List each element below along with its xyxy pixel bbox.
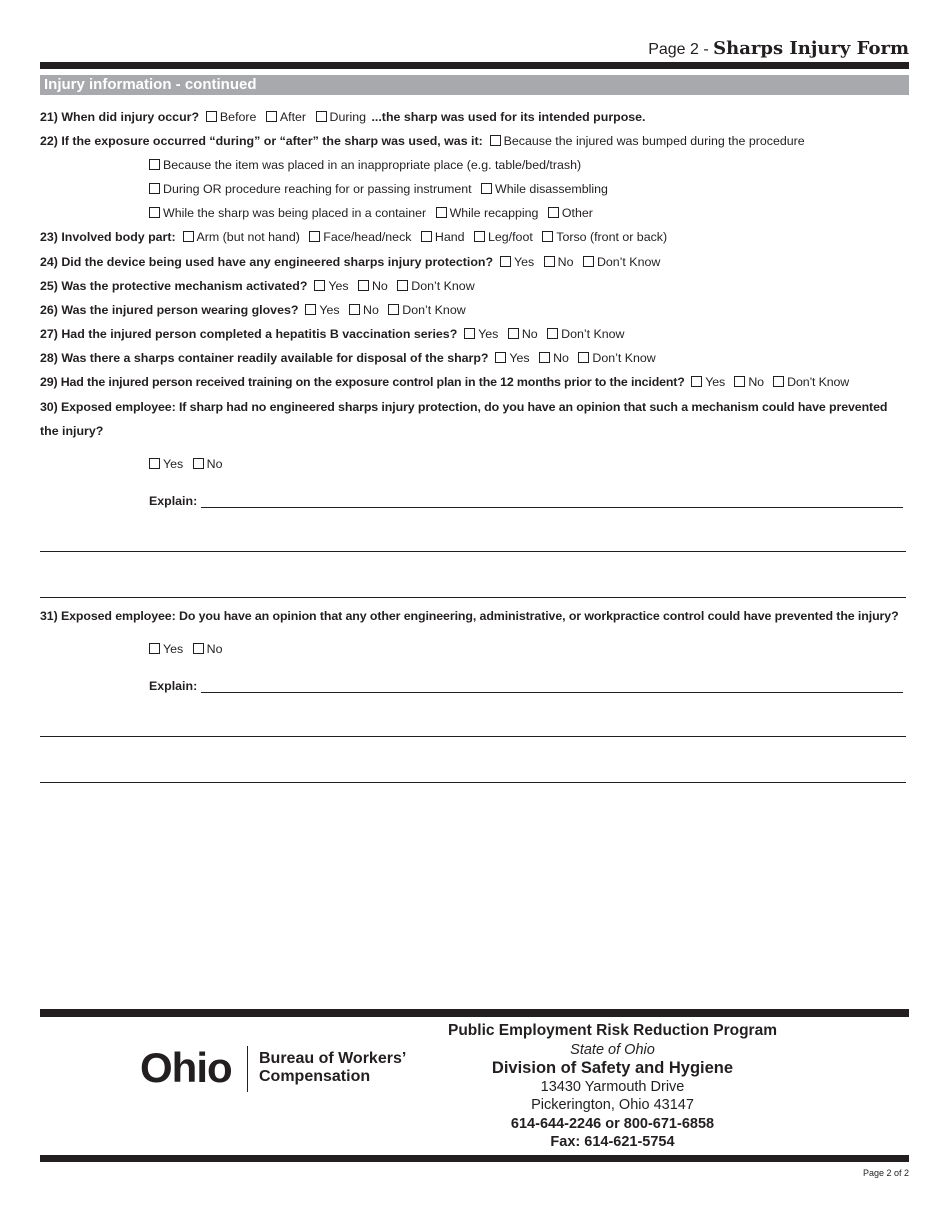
page-prefix: Page 2 -: [648, 41, 714, 58]
q31-yes-option[interactable]: Yes: [149, 641, 183, 657]
question-30-label-line1: 30) Exposed employee: If sharp had no engineered sharps injury protection, do you have an opinion that such a mechanism could have prevented: [40, 400, 888, 414]
q26-yes-option[interactable]: Yes: [305, 302, 339, 318]
ohio-logo: Ohio: [140, 1044, 232, 1091]
division-name: Division of Safety and Hygiene: [491, 1059, 734, 1077]
footer-bottom-rule: [40, 1155, 909, 1162]
question-21: [40, 109, 646, 125]
question-22-label: 22) If the exposure occurred “during” or “after” the sharp was used, was it:: [40, 134, 483, 148]
checkbox[interactable]: [578, 352, 589, 363]
page-number: Page 2 of 2: [862, 1168, 909, 1178]
page-header: [648, 38, 909, 59]
q25-dont-know-option[interactable]: Don’t Know: [397, 278, 474, 294]
question-29: [40, 374, 855, 390]
q31-explain-line[interactable]: [201, 680, 903, 693]
checkbox[interactable]: [495, 352, 506, 363]
checkbox[interactable]: [773, 376, 784, 387]
checkbox[interactable]: [305, 304, 316, 315]
q31-answer-line[interactable]: [40, 782, 906, 783]
q31-answer-line[interactable]: [40, 736, 906, 737]
question-24: [40, 254, 666, 270]
checkbox[interactable]: [691, 376, 702, 387]
q29-yes-option[interactable]: Yes: [691, 374, 725, 390]
question-24-label: 24) Did the device being used have any engineered sharps injury protection?: [40, 255, 494, 269]
question-28-label: 28) Was there a sharps container readily available for disposal of the sharp?: [40, 351, 489, 365]
q29-no-option[interactable]: No: [734, 374, 764, 390]
header-rule: [40, 62, 909, 69]
checkbox[interactable]: [436, 207, 447, 218]
q30-answer-row: [149, 456, 229, 472]
question-31-label: 31) Exposed employee: Do you have an opinion that any other engineering, administrative, or workpractice control could have prevented the injury?: [40, 609, 899, 623]
checkbox[interactable]: [314, 280, 325, 291]
q31-answer-row: [149, 641, 229, 657]
question-26-label: 26) Was the injured person wearing gloves?: [40, 303, 299, 317]
q27-yes-option[interactable]: Yes: [464, 326, 498, 342]
logo-divider: [247, 1046, 248, 1092]
question-27: [40, 326, 631, 342]
q25-yes-option[interactable]: Yes: [314, 278, 348, 294]
q25-no-option[interactable]: No: [358, 278, 388, 294]
q27-no-option[interactable]: No: [508, 326, 538, 342]
agency-name: [259, 1050, 406, 1086]
q27-dont-know-option[interactable]: Don’t Know: [547, 326, 624, 342]
checkbox[interactable]: [490, 135, 501, 146]
checkbox[interactable]: [149, 159, 160, 170]
checkbox[interactable]: [206, 111, 217, 122]
checkbox[interactable]: [421, 231, 432, 242]
q24-yes-option[interactable]: Yes: [500, 254, 534, 270]
checkbox[interactable]: [508, 328, 519, 339]
q23-torso-option[interactable]: Torso (front or back): [542, 229, 667, 245]
checkbox[interactable]: [397, 280, 408, 291]
q21-before-option[interactable]: Before: [206, 109, 257, 125]
q30-explain-line[interactable]: [201, 495, 903, 508]
q31-explain-label: Explain:: [149, 679, 198, 693]
question-26: [40, 302, 472, 318]
q22-other-option[interactable]: Other: [548, 205, 593, 221]
checkbox[interactable]: [734, 376, 745, 387]
checkbox[interactable]: [349, 304, 360, 315]
city-address: Pickerington, Ohio 43147: [531, 1097, 694, 1113]
q23-hand-option[interactable]: Hand: [421, 229, 465, 245]
checkbox[interactable]: [500, 256, 511, 267]
q22-inappropriate-place-option[interactable]: Because the item was placed in an inappropriate place (e.g. table/bed/trash): [149, 157, 581, 173]
section-title: Injury information - continued: [40, 75, 909, 95]
checkbox[interactable]: [149, 207, 160, 218]
q30-explain-label: Explain:: [149, 494, 198, 508]
q23-arm-option[interactable]: Arm (but not hand): [183, 229, 300, 245]
agency-line-1: Bureau of Workers’: [259, 1050, 407, 1067]
contact-block: [420, 1022, 805, 1152]
q22-or-procedure-option[interactable]: During OR procedure reaching for or passing instrument: [149, 181, 472, 197]
q23-leg-option[interactable]: Leg/foot: [474, 229, 533, 245]
checkbox[interactable]: [547, 328, 558, 339]
question-27-label: 27) Had the injured person completed a hepatitis B vaccination series?: [40, 327, 458, 341]
q30-yes-option[interactable]: Yes: [149, 456, 183, 472]
agency-line-2: Compensation: [259, 1068, 371, 1085]
checkbox[interactable]: [544, 256, 555, 267]
q22-container-option[interactable]: While the sharp was being placed in a container: [149, 205, 426, 221]
q22-row-2: [149, 157, 587, 173]
q22-disassembling-option[interactable]: While disassembling: [481, 181, 608, 197]
q31-explain-field[interactable]: [149, 679, 903, 693]
question-28: [40, 350, 662, 366]
question-21-suffix: ...the sharp was used for its intended purpose.: [371, 110, 646, 124]
checkbox[interactable]: [388, 304, 399, 315]
q22-row-3: [149, 181, 614, 197]
checkbox[interactable]: [149, 643, 160, 654]
q30-answer-line[interactable]: [40, 597, 906, 598]
checkbox[interactable]: [548, 207, 559, 218]
q24-no-option[interactable]: No: [544, 254, 574, 270]
question-23-label: 23) Involved body part:: [40, 230, 176, 244]
question-25-label: 25) Was the protective mechanism activated?: [40, 279, 308, 293]
question-30-label-line2: the injury?: [40, 424, 104, 438]
q23-face-option[interactable]: Face/head/neck: [309, 229, 411, 245]
form-title: Sharps Injury Form: [713, 38, 909, 59]
checkbox[interactable]: [583, 256, 594, 267]
checkbox[interactable]: [266, 111, 277, 122]
q29-dont-know-option[interactable]: Don’t Know: [773, 374, 849, 390]
state-name: State of Ohio: [570, 1041, 655, 1058]
checkbox[interactable]: [481, 183, 492, 194]
question-21-label: 21) When did injury occur?: [40, 110, 200, 124]
fax-number: Fax: 614-621-5754: [550, 1134, 675, 1150]
checkbox[interactable]: [464, 328, 475, 339]
q24-dont-know-option[interactable]: Don’t Know: [583, 254, 660, 270]
street-address: 13430 Yarmouth Drive: [540, 1078, 685, 1095]
checkbox[interactable]: [542, 231, 553, 242]
footer-top-rule: [40, 1009, 909, 1017]
checkbox[interactable]: [474, 231, 485, 242]
q22-row-4: [149, 205, 599, 221]
question-29-label: 29) Had the injured person received training on the exposure control plan in the 12 months prior to the incident?: [40, 375, 685, 389]
checkbox[interactable]: [149, 458, 160, 469]
q30-no-option[interactable]: No: [193, 456, 223, 472]
q26-dont-know-option[interactable]: Don’t Know: [388, 302, 465, 318]
checkbox[interactable]: [358, 280, 369, 291]
checkbox[interactable]: [183, 231, 194, 242]
checkbox[interactable]: [193, 458, 204, 469]
q22-bumped-option[interactable]: Because the injured was bumped during the procedure: [490, 133, 805, 149]
q28-yes-option[interactable]: Yes: [495, 350, 529, 366]
q22-recapping-option[interactable]: While recapping: [436, 205, 539, 221]
question-22: [40, 133, 811, 149]
program-name: Public Employment Risk Reduction Program: [447, 1022, 777, 1039]
q28-dont-know-option[interactable]: Don’t Know: [578, 350, 655, 366]
checkbox[interactable]: [316, 111, 327, 122]
question-23: [40, 229, 673, 245]
q31-no-option[interactable]: No: [193, 641, 223, 657]
q30-explain-field[interactable]: [149, 494, 903, 508]
checkbox[interactable]: [149, 183, 160, 194]
q26-no-option[interactable]: No: [349, 302, 379, 318]
checkbox[interactable]: [539, 352, 550, 363]
phone-numbers: 614-644-2246 or 800-671-6858: [510, 1115, 715, 1132]
checkbox[interactable]: [309, 231, 320, 242]
q21-during-option[interactable]: During: [316, 109, 367, 125]
q30-answer-line[interactable]: [40, 551, 906, 552]
checkbox[interactable]: [193, 643, 204, 654]
q28-no-option[interactable]: No: [539, 350, 569, 366]
question-25: [40, 278, 481, 294]
q21-after-option[interactable]: After: [266, 109, 306, 125]
